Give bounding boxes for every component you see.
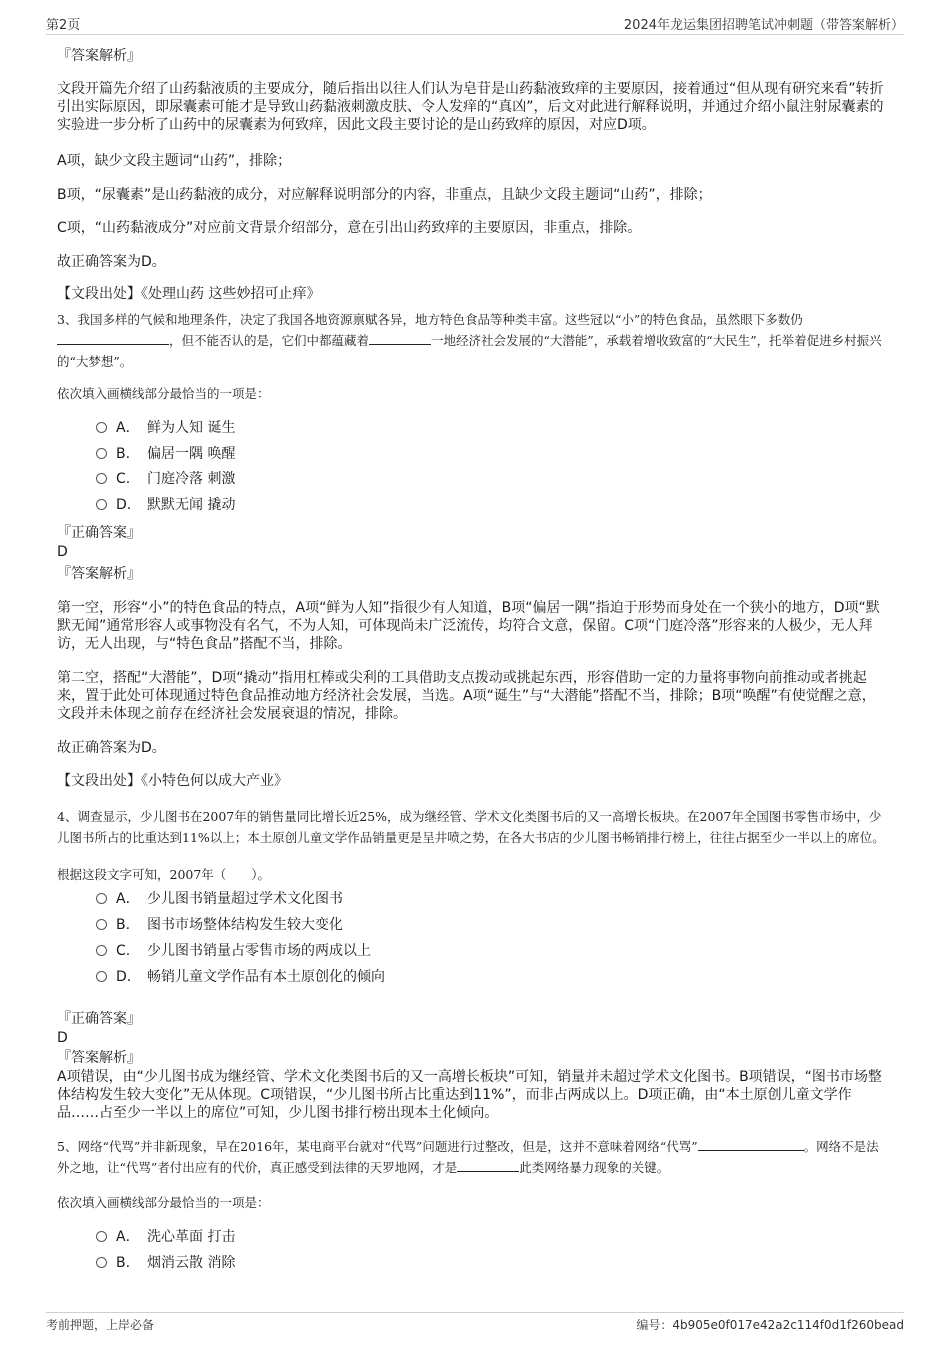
q3-option-b[interactable]: B. 偏居一隅 唤醒 — [96, 444, 235, 464]
q2-source: 【文段出处】《处理山药 这些妙招可止痒》 — [57, 286, 321, 302]
q2-option-a-note: A项，缺少文段主题词“山药”，排除； — [57, 153, 292, 169]
q5-option-a[interactable]: A． 洗心革面 打击 — [96, 1227, 235, 1247]
radio-icon[interactable] — [96, 499, 107, 510]
radio-icon[interactable] — [96, 919, 107, 930]
q3-blank-2 — [369, 330, 431, 345]
q4-ask: 根据这段文字可知，2007年（ ）。 — [57, 867, 271, 882]
q3-analysis-1: 第一空，形容“小”的特色食品的特点，A项“鲜为人知”指很少有人知道，B项“偏居一隅”指迫于形势而身处在一个狭小的地方，D项“默默无闻”通常形容人或事物没有名气，不为人知，可体现尚未广泛流传，均符合文意，保留。C项“门庭冷落”形容来的人极少，无人拜访，无人出现，与“特色食品”搭配不当，排除。 — [57, 600, 880, 652]
q5-blank-1 — [698, 1136, 804, 1151]
q4-option-d[interactable]: D. 畅销儿童文学作品有本土原创化的倾向 — [96, 967, 385, 987]
q4-analysis: A项错误，由“少儿图书成为继经管、学术文化类图书后的又一高增长板块”可知，销量并未超过学术文化图书。B项错误，“图书市场整体结构发生较大变化”无从体现。C项错误，“少儿图书所占比重达到11%”，而非占两成以上。D项正确，由“本土原创儿童文学作品……占至少一半以上的席位”可知，少儿图书排行榜出现本土化倾向。 — [57, 1069, 882, 1121]
q3-option-d[interactable]: D. 默默无闻 撬动 — [96, 495, 235, 515]
q5-stem — [57, 1136, 887, 1178]
radio-icon[interactable] — [96, 448, 107, 459]
q3-stem-part-2: ，但不能否认的是，它们中都蕴藏着 — [169, 333, 370, 348]
q5-stem-part-3: 此类网络暴力现象的关键。 — [519, 1160, 670, 1175]
q2-analysis-paragraph: 文段开篇先介绍了山药黏液质的主要成分，随后指出以往人们认为皂苷是山药黏液致痒的主要原因，接着通过“但从现有研究来看”转折引出实际原因，即尿囊素可能才是导致山药黏液刺激皮肤、令人发痒的“真凶”，后文对此进行解释说明，并通过介绍小鼠注射尿囊素的实验进一步分析了山药中的尿囊素为何致痒，因此文段主要讨论的是山药致痒的原因，对应D项。 — [57, 81, 884, 133]
q3-blank-1 — [57, 330, 169, 345]
q3-prompt: 依次填入画横线部分最恰当的一项是： — [57, 386, 270, 401]
document-title: 2024年龙运集团招聘笔试冲刺题（带答案解析） — [623, 18, 904, 33]
q5-option-b[interactable]: B. 烟消云散 消除 — [96, 1253, 235, 1273]
radio-icon[interactable] — [96, 945, 107, 956]
q2-conclusion: 故正确答案为D。 — [57, 254, 166, 270]
radio-icon[interactable] — [96, 422, 107, 433]
q3-conclusion: 故正确答案为D。 — [57, 740, 166, 756]
q3-analysis-label: 『答案解析』 — [57, 566, 141, 582]
q5-prompt: 依次填入画横线部分最恰当的一项是： — [57, 1195, 270, 1210]
q3-option-a[interactable]: A． 鲜为人知 诞生 — [96, 418, 235, 438]
q5-blank-2 — [457, 1157, 519, 1172]
q4-answer: D — [57, 1030, 68, 1046]
q2-option-b-note: B项，“尿囊素”是山药黏液的成分，对应解释说明部分的内容，非重点，且缺少文段主题词“山药”，排除； — [57, 187, 712, 203]
q4-correct-label: 『正确答案』 — [57, 1011, 141, 1027]
q4-option-c[interactable]: C. 少儿图书销量占零售市场的两成以上 — [96, 941, 371, 961]
q2-option-c-note: C项，“山药黏液成分”对应前文背景介绍部分，意在引出山药致痒的主要原因，非重点，排除。 — [57, 220, 642, 236]
q3-stem-part-3: 一地经济社会发展的“大潜能”，承载着增收致富的“大民生”，托举着促进乡村振兴的“大梦想”。 — [57, 333, 882, 369]
q3-analysis-2: 第二空，搭配“大潜能”，D项“撬动”指用杠棒或尖利的工具借助支点拨动或挑起东西，形容借助一定的力量将事物向前推动或者挑起来，置于此处可体现通过特色食品推动地方经济社会发展，当选。A项“诞生”与“大潜能”搭配不当，排除；B项“唤醒”有使觉醒之意，文段并未体现之前存在经济社会发展衰退的情况，排除。 — [57, 670, 876, 722]
page-header — [46, 14, 904, 35]
footer-code: 编号：4b905e0f017e42a2c114f0d1f260bead — [636, 1318, 904, 1332]
q4-option-b[interactable]: B. 图书市场整体结构发生较大变化 — [96, 915, 343, 935]
q3-stem — [57, 309, 887, 372]
q4-option-a[interactable]: A． 少儿图书销量超过学术文化图书 — [96, 889, 343, 909]
q3-correct-label: 『正确答案』 — [57, 525, 141, 541]
radio-icon[interactable] — [96, 1231, 107, 1242]
footer-slogan: 考前押题，上岸必备 — [46, 1318, 155, 1332]
q3-option-c[interactable]: C. 门庭冷落 刺激 — [96, 469, 235, 489]
page-footer — [46, 1312, 904, 1335]
q3-source: 【文段出处】《小特色何以成大产业》 — [57, 773, 288, 789]
q3-stem-part-1: 3、我国多样的气候和地理条件，决定了我国各地资源禀赋各异，地方特色食品等种类丰富。这些冠以“小”的特色食品，虽然眼下多数仍 — [57, 312, 803, 327]
radio-icon[interactable] — [96, 1257, 107, 1268]
q4-stem: 4、调查显示，少儿图书在2007年的销售量同比增长近25%，成为继经管、学术文化类图书后的又一高增长板块。在2007年全国图书零售市场中，少儿图书所占的比重达到11%以上；本土原创儿童文学作品销量更是呈井喷之势，在各大书店的少儿图书畅销排行榜上，往往占据至少一半以上的席位。 — [57, 809, 885, 845]
radio-icon[interactable] — [96, 971, 107, 982]
q3-answer: D — [57, 544, 68, 560]
page-number: 第2页 — [46, 18, 81, 33]
radio-icon[interactable] — [96, 473, 107, 484]
q4-analysis-label: 『答案解析』 — [57, 1050, 141, 1066]
q5-stem-part-2: 。网络不是法外之地，让“代骂”者付出应有的代价，真正感受到法律的天罗地网，才是 — [57, 1139, 879, 1175]
radio-icon[interactable] — [96, 893, 107, 904]
q2-analysis-label: 『答案解析』 — [57, 48, 141, 64]
q5-stem-part-1: 5、网络“代骂”并非新现象，早在2016年，某电商平台就对“代骂”问题进行过整改，但是，这并不意味着网络“代骂” — [57, 1139, 698, 1154]
